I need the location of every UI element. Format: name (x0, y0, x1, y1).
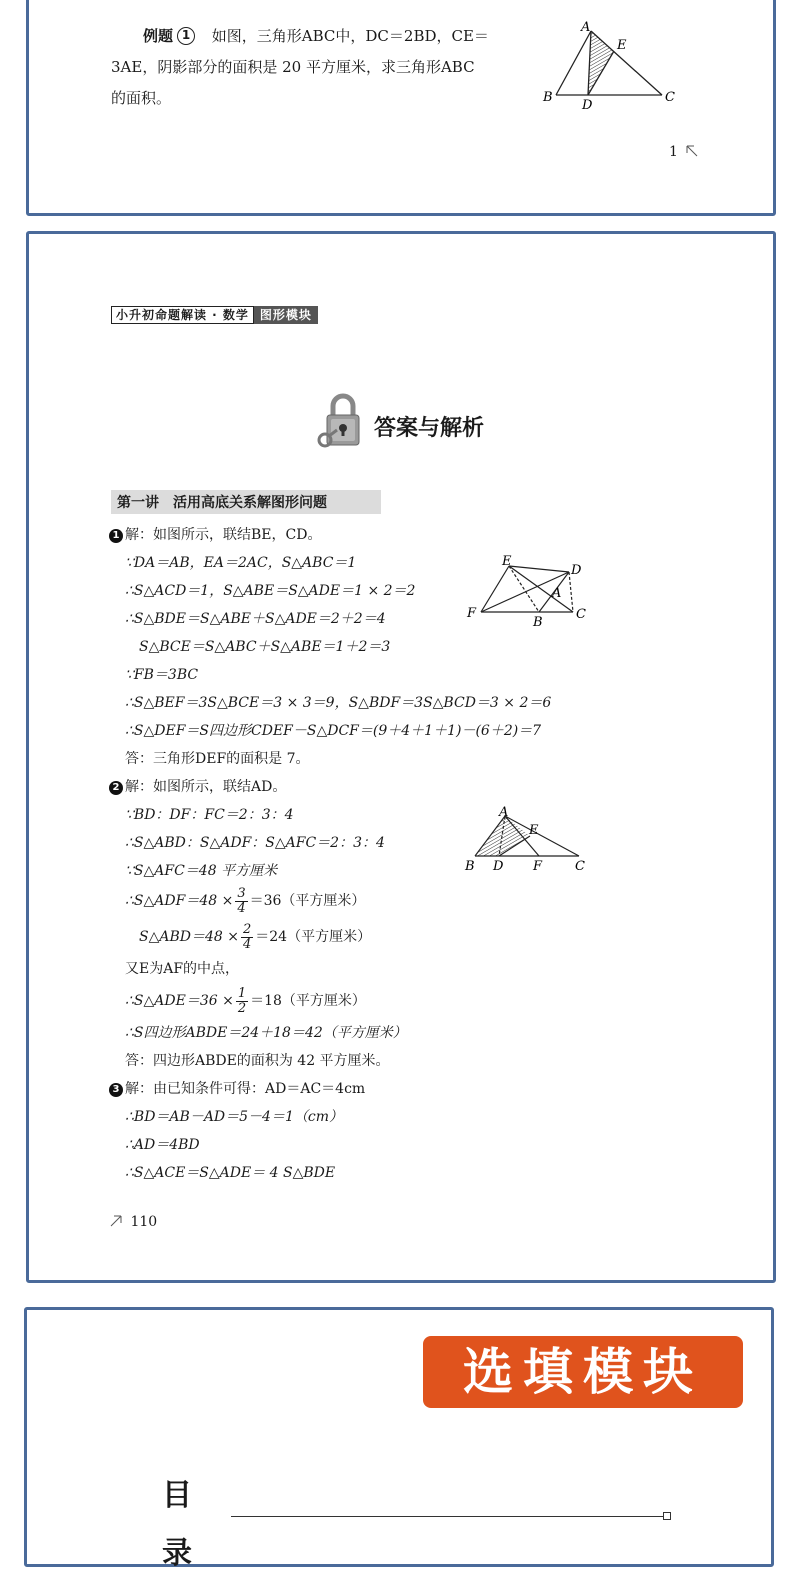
fraction-1-2: $\frac{1}{2}$ (237, 985, 247, 1016)
q3-line-3: ∴S△ACE＝S△ADE＝ 4 S△BDE (125, 1165, 336, 1181)
q2-line-9: 答：四边形ABDE的面积为 42 平方厘米。 (125, 1053, 390, 1069)
q2-line-8: ∴S四边形ABDE＝24＋18＝42（平方厘米） (125, 1025, 407, 1041)
module-tag: 图形模块 (254, 306, 318, 324)
q2-figure (459, 804, 594, 874)
q2-line-3: ∵S△AFC＝48 平方厘米 (125, 863, 278, 879)
toc-heading-char-2: 录 (162, 1536, 192, 1571)
q2-line-0: 2 解：如图所示，联结AD。 (109, 777, 286, 797)
page-panel-top (26, 0, 776, 216)
q1-fig-label-e: E (502, 554, 512, 569)
example-number-badge: 1 (177, 27, 195, 45)
q2-fig-label-f: F (533, 859, 543, 874)
page-number-top-value: 1 (669, 144, 678, 160)
q2-fig-label-d: D (493, 859, 504, 874)
q2-line-6: 又E为AF的中点， (125, 961, 240, 977)
problem-text-line1: 如图，三角形ABC中，DC＝2BD，CE＝ (211, 27, 489, 45)
example-label: 例题 (143, 27, 174, 45)
page-panel-toc (24, 1307, 774, 1571)
q2-line-7: ∴S△ADE＝36 × $\frac{1}{2}$ ＝18（平方厘米） (125, 985, 366, 1016)
q2-line-5: S△ABD＝48 × $\frac{2}{4}$ ＝24（平方厘米） (139, 921, 372, 952)
q3-line-2: ∴AD＝4BD (125, 1137, 200, 1153)
answer-section-title: 答案与解析 (374, 416, 485, 441)
q1-line-5: ∵FB＝3BC (125, 667, 199, 683)
q1-line-0: 1 解：如图所示，联结BE，CD。 (109, 525, 321, 545)
toc-divider (231, 1516, 665, 1517)
q3-bullet: 3 (109, 1083, 123, 1097)
page-panel-answers (26, 231, 776, 1283)
q1-figure (459, 554, 594, 629)
book-header (111, 306, 318, 324)
q1-fig-label-a: A (552, 586, 562, 601)
q2-line-2: ∴S△ABD：S△ADF：S△AFC＝2：3：4 (125, 835, 385, 851)
q1-line-2: ∴S△ACD＝1，S△ABE＝S△ADE＝1 × 2＝2 (125, 583, 416, 599)
corner-arrow-icon (109, 1214, 123, 1228)
q2-fig-label-a: A (499, 805, 509, 820)
q2-fig-label-c: C (575, 859, 585, 874)
problem-text-line3: 的面积。 (111, 89, 172, 107)
q3-line-0: 3 解：由已知条件可得：AD＝AC＝4cm (109, 1079, 365, 1099)
fig-label-b: B (543, 90, 553, 105)
q1-fig-label-d: D (571, 563, 582, 578)
q3-line-1: ∴BD＝AB－AD＝5－4＝1（cm） (125, 1109, 343, 1125)
fraction-2-4: $\frac{2}{4}$ (242, 921, 252, 952)
q1-line-4: S△BCE＝S△ABC＋S△ABE＝1＋2＝3 (139, 639, 391, 655)
q2-fig-label-b: B (465, 859, 475, 874)
fig-label-d: D (582, 98, 593, 113)
q1-line-8: 答：三角形DEF的面积是 7。 (125, 751, 310, 767)
q2-bullet: 2 (109, 781, 123, 795)
q1-line-3: ∴S△BDE＝S△ABE＋S△ADE＝2＋2＝4 (125, 611, 386, 627)
fig-label-c: C (665, 90, 675, 105)
book-title-tag: 小升初命题解读 · 数学 (111, 306, 254, 324)
q1-line-7: ∴S△DEF＝S四边形CDEF－S△DCF＝(9＋4＋1＋1)－(6＋2)＝7 (125, 723, 542, 739)
lesson-title: 第一讲 活用高底关系解图形问题 (111, 490, 381, 514)
problem-text-line2: 3AE，阴影部分的面积是 20 平方厘米，求三角形ABC (111, 58, 475, 76)
module-banner: 选填模块 (423, 1336, 743, 1408)
example-line-1 (143, 26, 489, 46)
page-number-bottom-value: 110 (130, 1214, 158, 1230)
fig-label-a: A (581, 20, 591, 35)
q1-fig-label-b: B (533, 615, 543, 630)
padlock-key-icon (317, 392, 367, 452)
fig-label-e: E (617, 38, 627, 53)
q1-line-1: ∵DA＝AB，EA＝2AC，S△ABC＝1 (125, 555, 357, 571)
q2-line-1: ∵BD：DF：FC＝2：3：4 (125, 807, 294, 823)
q1-line-6: ∴S△BEF＝3S△BCE＝3 × 3＝9，S△BDF＝3S△BCD＝3 × 2＝6 (125, 695, 552, 711)
q2-fig-label-e: E (529, 823, 539, 838)
q1-fig-label-c: C (576, 607, 586, 622)
toc-heading-char-1: 目 (162, 1478, 192, 1513)
page-number-top (669, 144, 699, 160)
q1-fig-label-f: F (467, 606, 477, 621)
page-number-bottom (109, 1214, 157, 1230)
triangle-abc-figure (539, 19, 699, 114)
corner-arrow-icon (685, 144, 699, 158)
toc-divider-end (663, 1512, 671, 1520)
q1-bullet: 1 (109, 529, 123, 543)
fraction-3-4: $\frac{3}{4}$ (237, 885, 246, 916)
q2-line-4: ∴S△ADF＝48 × $\frac{3}{4}$ ＝36（平方厘米） (125, 885, 366, 916)
